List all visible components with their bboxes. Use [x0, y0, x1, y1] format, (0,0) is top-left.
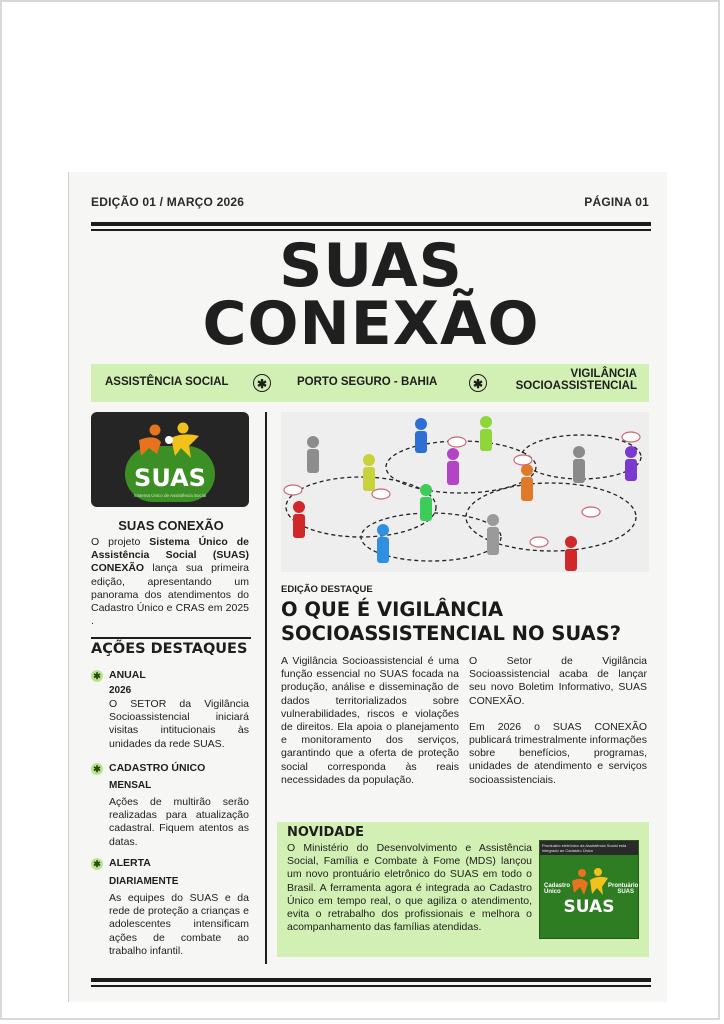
- news-title: NOVIDADE: [287, 825, 365, 840]
- column-divider: [265, 412, 267, 964]
- asterisk-bullet-icon: ✱: [91, 670, 103, 682]
- network-people-graphic: [281, 412, 649, 572]
- feature-column-2-paragraph-2: Em 2026 o SUAS CONEXÃO publicará trimestralmente informações sobre benefícios, programas, unidades de atendimento e serviços socioassistenciais.: [469, 720, 647, 786]
- feature-column-1: A Vigilância Socioassistencial é uma função essencial no SUAS focada na produção, análise e disseminação de dados territorializados sobre vulnerabilidades, riscos e violações de direitos. Ela apoia o planejamento e monitoramento dos serviços, garantindo que a oferta de proteção social corresponda às reais necessidades da população.: [281, 655, 459, 786]
- thumbnail-left-label: Cadastro Único: [544, 883, 571, 895]
- band-surveillance-line2: SOCIOASSISTENCIAL: [515, 380, 637, 392]
- intro-text-end: lança sua primeira edição, apresentando um panorama dos atendimentos do Cadastro Único e CRAS em 2025 .: [91, 562, 249, 628]
- asterisk-bullet-icon: ✱: [91, 763, 103, 775]
- asterisk-bullet-icon: ✱: [91, 858, 103, 870]
- suas-logo: [91, 412, 249, 507]
- action-alert-text: As equipes do SUAS e da rede de proteção a crianças e adolescentes intensificam ações de combate ao trabalho infantil.: [109, 892, 249, 957]
- sidebar-intro: [91, 536, 249, 628]
- action-cadastro-label: CADASTRO ÚNICO: [109, 762, 206, 774]
- feature-headline: [281, 598, 651, 646]
- masthead-line1: SUAS: [279, 231, 463, 301]
- sidebar-title: SUAS CONEXÃO: [118, 518, 224, 533]
- news-text: O Ministério do Desenvolvimento e Assistência Social, Família e Combate à Fome (MDS) lançou um novo prontuário eletrônico do SUAS em todo o Brasil. A ferramenta agora é integrada ao Cadastro Único em tempo real, o que agiliza o atendimento, evita o retrabalho dos profissionais e melhora o acompanhamento das famílias atendidas.: [287, 842, 532, 934]
- sidebar-rule: [91, 637, 251, 639]
- edition-label: EDIÇÃO 01 / MARÇO 2026: [91, 195, 245, 209]
- feature-column-2: [469, 655, 647, 787]
- logo-wordmark: SUAS: [134, 464, 206, 492]
- topic-band: [91, 364, 649, 402]
- action-cadastro-sub: MENSAL: [109, 780, 152, 791]
- action-annual-text: O SETOR da Vigilância Socioassistencial iniciará visitas intitucionais às unidades da rede SUAS.: [109, 698, 249, 750]
- thumbnail-suas-wordmark: SUAS: [563, 897, 615, 917]
- asterisk-icon: ✱: [253, 374, 271, 392]
- bottom-rule-thick: [91, 978, 651, 982]
- feature-kicker: EDIÇÃO DESTAQUE: [281, 584, 373, 595]
- news-box: [277, 822, 649, 957]
- headline-line1: O QUE É VIGILÂNCIA: [281, 598, 504, 621]
- thumbnail-caption: Prontuário eletrônico da Assistência Social está integrado ao Cadastro Único: [540, 841, 638, 855]
- prontuario-thumbnail: [539, 840, 639, 939]
- network-people-photo: [281, 412, 649, 572]
- feature-column-2-paragraph-1: O Setor de Vigilância Socioassistencial acaba de lançar seu novo Boletim Informativo, SUAS CONEXÃO.: [469, 655, 647, 707]
- action-annual-sub: 2026: [109, 685, 132, 696]
- band-surveillance: [516, 368, 637, 392]
- newsletter-page: [68, 172, 667, 1002]
- intro-text-start: O projeto: [91, 536, 150, 548]
- masthead-line2: CONEXÃO: [202, 289, 540, 359]
- logo-caption: Sistema Único de Assistência Social: [133, 493, 207, 498]
- top-rule-thick: [91, 222, 651, 226]
- thumbnail-right-label: Prontuário SUAS: [608, 883, 639, 895]
- action-alert-label: ALERTA: [109, 857, 151, 869]
- band-location: PORTO SEGURO - BAHIA: [297, 376, 438, 388]
- page-number: PÁGINA 01: [584, 195, 649, 209]
- band-surveillance-line1: VIGILÂNCIA: [570, 368, 637, 380]
- band-social-assistance: ASSISTÊNCIA SOCIAL: [105, 376, 229, 388]
- headline-line2: SOCIOASSISTENCIAL NO SUAS?: [281, 622, 622, 645]
- action-annual-label: ANUAL: [109, 669, 146, 681]
- actions-title: AÇÕES DESTAQUES: [91, 641, 248, 657]
- bottom-rule-thin: [91, 985, 651, 987]
- action-cadastro-text: Ações de multirão serão realizadas para atualização cadastral. Fiquem atentos as datas.: [109, 796, 249, 848]
- asterisk-icon: ✱: [469, 374, 487, 392]
- action-alert-sub: DIARIAMENTE: [109, 876, 179, 887]
- intro-text-bold: Sistema Único de Assistência Social (SUAS) CONEXÃO: [91, 536, 250, 575]
- people-logo-icon: [570, 867, 610, 897]
